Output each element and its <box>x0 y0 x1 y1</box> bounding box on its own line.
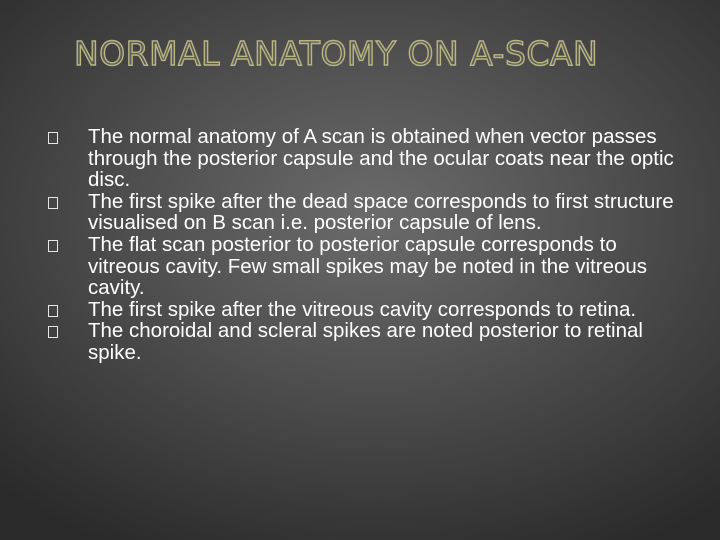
checkbox-icon <box>48 240 58 252</box>
slide-title: NORMAL ANATOMY ON A-SCAN <box>74 34 599 73</box>
checkbox-icon <box>48 305 58 317</box>
bullet-list <box>48 126 688 364</box>
list-item <box>48 191 688 234</box>
bullet-text: The flat scan posterior to posterior capsule corresponds to vitreous cavity. Few small spikes may be noted in the vitreous cavity. <box>88 232 648 300</box>
checkbox-icon <box>48 326 58 338</box>
bullet-text: The first spike after the vitreous cavity corresponds to retina. <box>88 297 637 321</box>
bullet-text: The first spike after the dead space corresponds to first structure visualised on B scan i.e. posterior capsule of lens. <box>88 189 674 235</box>
list-item <box>48 320 688 363</box>
bullet-text: The normal anatomy of A scan is obtained when vector passes through the posterior capsule and the ocular coats near the optic disc. <box>88 125 674 192</box>
checkbox-icon <box>48 132 58 144</box>
list-item <box>48 234 688 299</box>
bullet-text: The choroidal and scleral spikes are noted posterior to retinal spike. <box>88 319 643 364</box>
list-item <box>48 299 688 321</box>
list-item <box>48 126 688 191</box>
checkbox-icon <box>48 197 58 209</box>
